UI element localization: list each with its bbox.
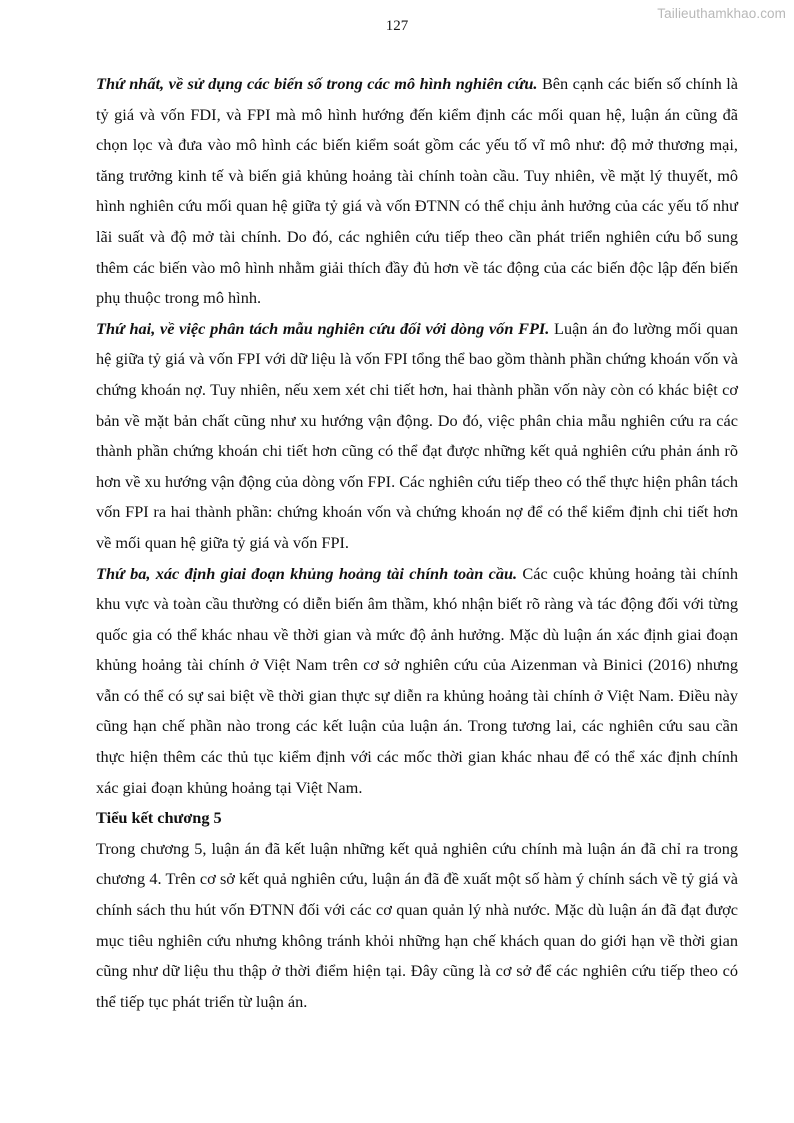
- paragraph-lead: Thứ hai, về việc phân tách mẫu nghiên cứu đối với dòng vốn FPI.: [96, 318, 550, 338]
- summary-paragraph: Trong chương 5, luận án đã kết luận những kết quả nghiên cứu chính mà luận án đã chỉ ra trong chương 4. Trên cơ sở kết quả nghiên cứu, luận án đã đề xuất một số hàm ý chính sách về tỷ giá và chính sách thu hút vốn ĐTNN đối với các cơ quan quản lý nhà nước. Mặc dù luận án đã đạt được mục tiêu nghiên cứu nhưng không tránh khỏi những hạn chế khách quan do giới hạn về thời gian cũng như dữ liệu thu thập ở thời điểm hiện tại. Đây cũng là cơ sở để các nghiên cứu tiếp theo có thể tiếp tục phát triển từ luận án.: [96, 838, 738, 1011]
- watermark: Tailieuthamkhao.com: [657, 6, 786, 21]
- paragraph-second: [96, 314, 738, 559]
- section-heading: Tiểu kết chương 5: [96, 808, 222, 828]
- paragraph-text: Luận án đo lường mối quan hệ giữa tỷ giá và vốn FPI với dữ liệu là vốn FPI tổng thể bao gồm thành phần chứng khoán vốn và chứng khoán nợ. Tuy nhiên, nếu xem xét chi tiết hơn, hai thành phần vốn này còn có khác biệt cơ bản về mặt bản chất cũng như xu hướng vận động. Do đó, việc phân chia mẫu nghiên cứu ra các thành phần chứng khoán chi tiết hơn cũng có thể đạt được những kết quả nghiên cứu phản ánh rõ hơn về xu hướng vận động của dòng vốn FPI. Các nghiên cứu tiếp theo có thể thực hiện phân tách vốn FPI ra hai thành phần: chứng khoán vốn và chứng khoán nợ để có thể kiểm định chi tiết hơn về mối quan hệ giữa tỷ giá và vốn FPI.: [96, 318, 738, 552]
- page-number: 127: [385, 18, 409, 34]
- paragraph-text: Bên cạnh các biến số chính là tỷ giá và vốn FDI, và FPI mà mô hình hướng đến kiểm định các mối quan hệ, luận án cũng đã chọn lọc và đưa vào mô hình các biến kiểm soát gồm các yếu tố vĩ mô như: độ mở thương mại, tăng trưởng kinh tế và biến giả khủng hoảng tài chính toàn cầu. Tuy nhiên, về mặt lý thuyết, mô hình nghiên cứu mối quan hệ giữa tỷ giá và vốn ĐTNN có thể chịu ảnh hưởng của các yếu tố như lãi suất và độ mở tài chính. Do đó, các nghiên cứu tiếp theo cần phát triển nghiên cứu bổ sung thêm các biến vào mô hình nhằm giải thích đầy đủ hơn về tác động của các biến độc lập đến biến phụ thuộc trong mô hình.: [96, 74, 739, 308]
- paragraph-text: Các cuộc khủng hoảng tài chính khu vực và toàn cầu thường có diễn biến âm thầm, khó nhận biết rõ ràng và tác động đối với từng quốc gia có thể khác nhau về thời gian và mức độ ảnh hưởng. Mặc dù luận án xác định giai đoạn khủng hoảng tài chính ở Việt Nam trên cơ sở nghiên cứu của Aizenman và Binici (2016) nhưng vẫn có thể có sự sai biệt về thời gian thực sự diễn ra khủng hoảng tài chính ở Việt Nam. Điều này cũng hạn chế phần nào trong các kết luận của luận án. Trong tương lai, các nghiên cứu sau cần thực hiện thêm các thủ tục kiểm định với các mốc thời gian khác nhau để có thể xác định chính xác giai đoạn khủng hoảng tại Việt Nam.: [96, 563, 738, 797]
- paragraph-first: [96, 69, 738, 314]
- paragraph-lead: Thứ ba, xác định giai đoạn khủng hoảng tài chính toàn cầu.: [96, 563, 518, 583]
- paragraph-lead: Thứ nhất, về sử dụng các biến số trong các mô hình nghiên cứu.: [96, 74, 538, 93]
- paragraph-third: [96, 559, 738, 804]
- document-body: [96, 69, 738, 1017]
